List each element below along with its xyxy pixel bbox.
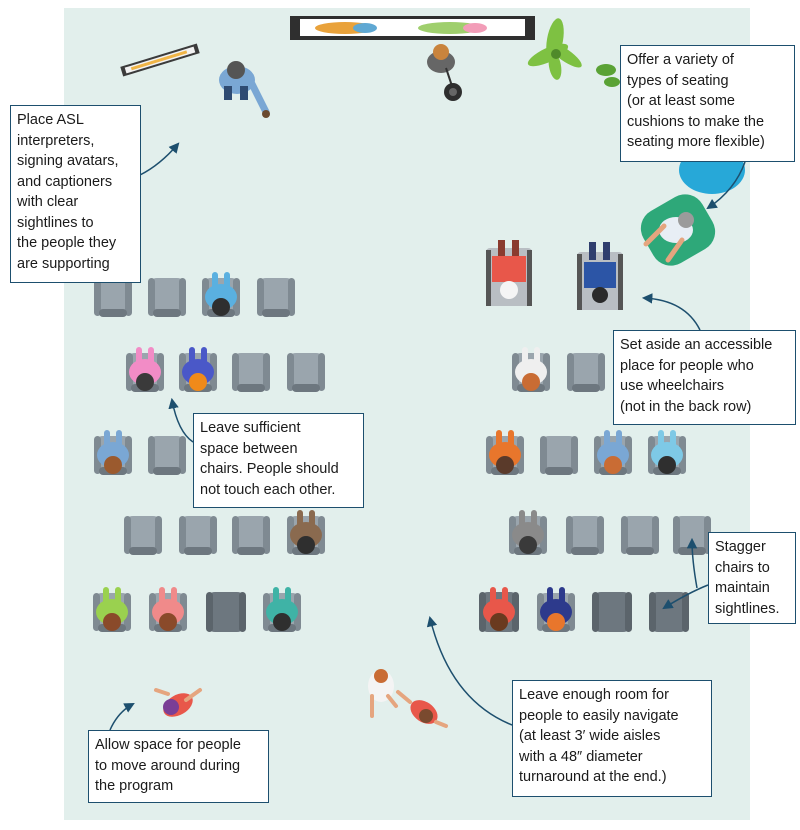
chair-icon <box>540 436 578 475</box>
chair-icon <box>148 436 186 475</box>
chair-icon <box>124 516 162 555</box>
chair-icon <box>179 516 217 555</box>
chair-icon <box>232 516 270 555</box>
chair-icon <box>148 278 186 317</box>
wheelchair-icon <box>577 242 623 310</box>
chair-icon <box>94 278 132 317</box>
callout-chair-spacing: Leave sufficient space between chairs. People should not touch each other. <box>193 413 364 508</box>
callout-wheelchair-space: Set aside an accessible place for people who use wheelchairs (not in the back row) <box>613 330 796 425</box>
callout-stagger-chairs: Stagger chairs to maintain sightlines. <box>708 532 796 624</box>
chair-icon <box>567 353 605 392</box>
wheelchair-icon <box>486 240 532 306</box>
chair-icon <box>257 278 295 317</box>
callout-aisle-width: Leave enough room for people to easily navigate (at least 3′ wide aisles with a 48″ diameter turnaround at the end.) <box>512 680 712 797</box>
callout-asl-interpreters: Place ASL interpreters, signing avatars, and captioners with clear sightlines to the people they are supporting <box>10 105 141 283</box>
chair-icon <box>592 592 632 632</box>
presentation-screen-icon <box>290 16 535 40</box>
chair-icon <box>566 516 604 555</box>
chair-icon <box>206 592 246 632</box>
chair-icon <box>287 353 325 392</box>
chair-icon <box>232 353 270 392</box>
callout-movement-space: Allow space for people to move around during the program <box>88 730 269 803</box>
chair-icon <box>649 592 689 632</box>
chair-icon <box>621 516 659 555</box>
callout-seating-variety: Offer a variety of types of seating (or at least some cushions to make the seating more flexible) <box>620 45 795 162</box>
